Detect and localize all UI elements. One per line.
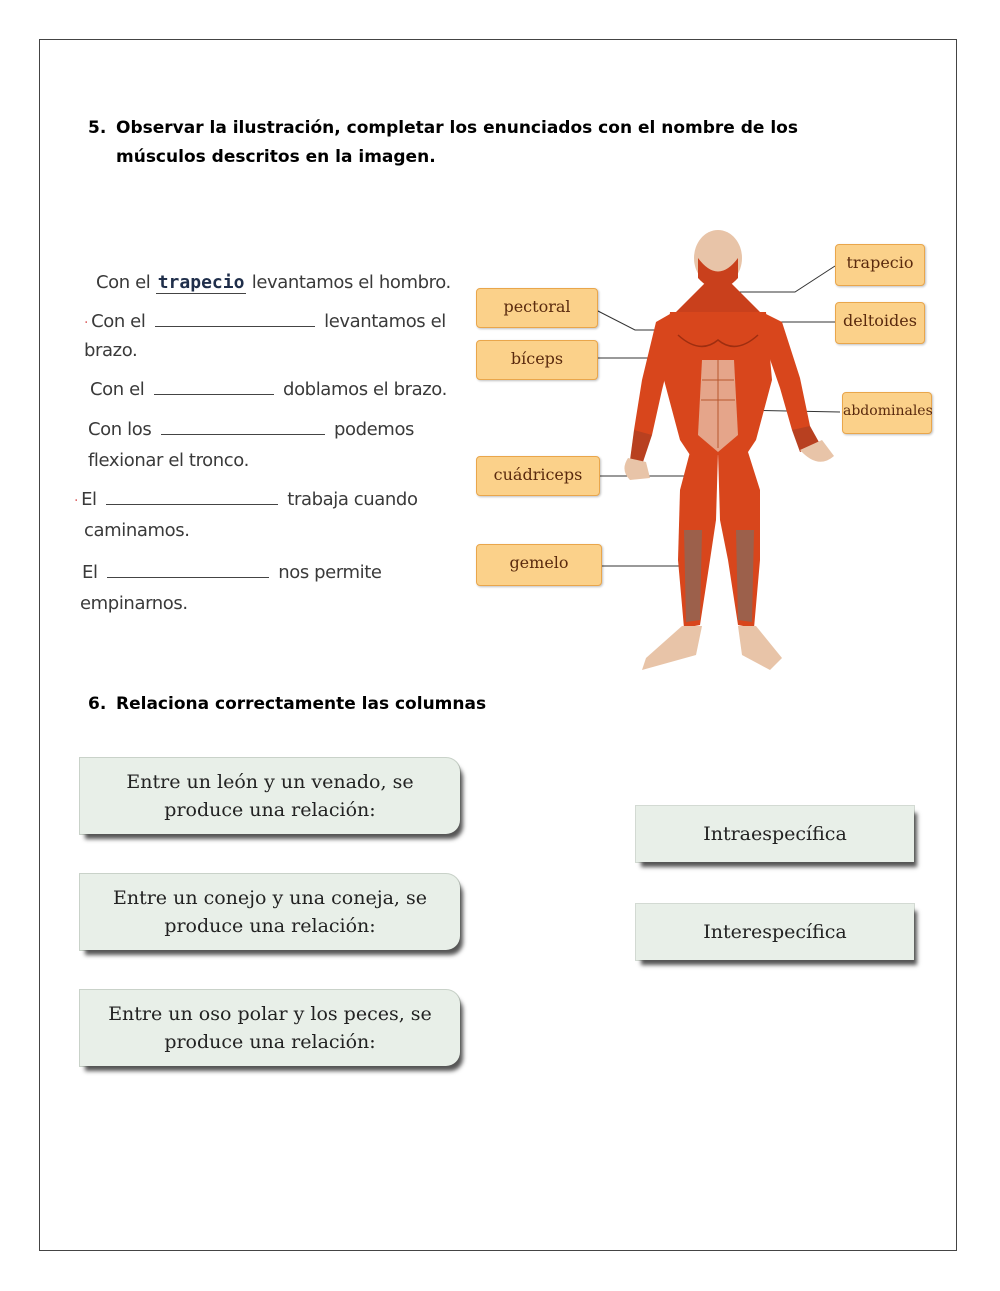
bullet-mark: · xyxy=(84,315,89,331)
body-silhouette xyxy=(624,230,834,670)
left-hand xyxy=(624,458,650,480)
sentence-5 xyxy=(74,485,418,516)
left-item-1[interactable] xyxy=(80,758,460,834)
sentence-suffix: doblamos el brazo. xyxy=(283,379,447,400)
sentence-prefix: Con el xyxy=(96,272,151,293)
right-item-interespecifica[interactable]: Interespecífica xyxy=(636,904,914,960)
sentence-2-continuation: brazo. xyxy=(84,340,138,361)
answer-blank[interactable] xyxy=(155,308,315,327)
neck xyxy=(676,282,760,312)
left-item-3[interactable] xyxy=(80,990,460,1066)
question-number: 6. xyxy=(88,694,107,714)
line-trapecio xyxy=(738,266,835,292)
label-abdominales: abdominales xyxy=(842,392,932,434)
sentence-suffix: levantamos el hombro. xyxy=(251,272,451,293)
sentence-suffix: nos permite xyxy=(278,562,382,583)
left-item-2[interactable] xyxy=(80,874,460,950)
question-text-line1: Observar la ilustración, completar los enunciados con el nombre de los xyxy=(116,118,798,138)
sentence-4 xyxy=(88,415,414,445)
sentence-6 xyxy=(82,558,382,588)
label-gemelo: gemelo xyxy=(476,544,602,586)
item-line1: Entre un conejo y una coneja, se xyxy=(112,887,428,909)
sentence-6-continuation: empinarnos. xyxy=(80,593,188,614)
label-cuadriceps: cuádriceps xyxy=(476,456,600,496)
question-6-heading xyxy=(88,690,788,719)
question-number: 5. xyxy=(88,118,107,138)
sentence-prefix: Con el xyxy=(90,379,145,400)
answer-blank[interactable] xyxy=(106,486,278,505)
answer-blank[interactable] xyxy=(154,376,274,395)
sentence-1 xyxy=(96,268,451,298)
sentence-prefix: Con el xyxy=(91,311,146,332)
question-5-heading xyxy=(88,114,908,172)
item-line2: produce una relación: xyxy=(164,799,376,821)
bullet-mark: · xyxy=(74,493,79,509)
sentence-5-continuation: caminamos. xyxy=(84,520,190,541)
sentence-suffix: podemos xyxy=(333,419,415,440)
item-line1: Entre un león y un venado, se xyxy=(126,771,414,793)
sentence-prefix: Con los xyxy=(88,419,152,440)
sentence-2 xyxy=(84,307,446,338)
question-text-line2: músculos descritos en la imagen. xyxy=(116,147,436,167)
answer-filled: trapecio xyxy=(157,272,245,293)
right-item-intraespecifica[interactable]: Intraespecífica xyxy=(636,806,914,862)
sentence-3 xyxy=(90,375,447,405)
sentence-suffix: trabaja cuando xyxy=(287,489,418,510)
label-deltoides: deltoides xyxy=(835,302,925,344)
item-line1: Entre un oso polar y los peces, se xyxy=(108,1003,432,1025)
muscle-figure xyxy=(470,230,940,675)
question-text: Relaciona correctamente las columnas xyxy=(116,694,487,714)
label-biceps: bíceps xyxy=(476,340,598,380)
sentence-prefix: El xyxy=(81,489,97,510)
item-line2: produce una relación: xyxy=(164,915,376,937)
answer-blank[interactable] xyxy=(161,416,325,435)
label-trapecio: trapecio xyxy=(835,244,925,286)
right-foot xyxy=(738,626,782,670)
answer-blank[interactable] xyxy=(107,559,269,578)
sentence-4-continuation: flexionar el tronco. xyxy=(88,450,249,471)
left-foot xyxy=(642,626,702,670)
label-pectoral: pectoral xyxy=(476,288,598,328)
sentence-suffix: levantamos el xyxy=(324,311,446,332)
item-line2: produce una relación: xyxy=(164,1031,376,1053)
sentence-prefix: El xyxy=(82,562,98,583)
